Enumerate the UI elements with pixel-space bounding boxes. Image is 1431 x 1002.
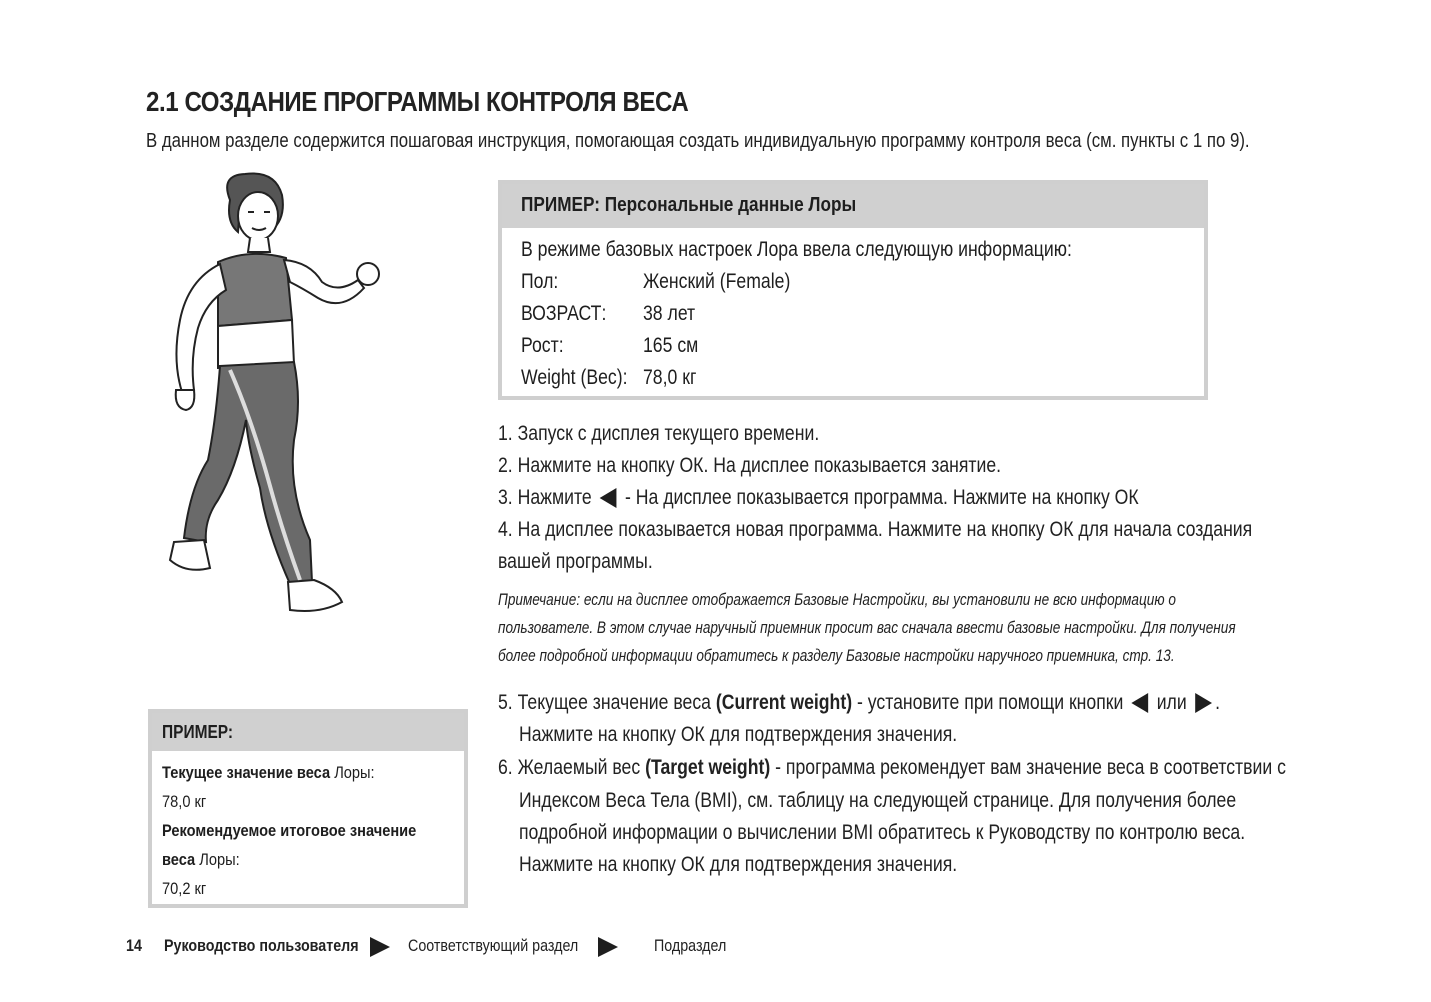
step-6-term: (Target weight) [645,756,771,779]
target-weight-label-line2: веса Лоры: [162,850,240,869]
arrow-right-icon [1195,693,1212,713]
breadcrumb-section[interactable]: Соответствующий раздел [408,936,579,955]
arrow-right-icon [370,937,390,957]
example-weight-title: ПРИМЕР: [162,722,234,742]
example-personal-data-box [498,180,1208,400]
note-line-2: пользователе. В этом случае наручный приемник просит вас сначала ввести базовые настройки. Для получения [498,618,1236,637]
step-5-or: или [1156,691,1187,714]
step-4-line2: вашей программы. [498,550,653,573]
target-weight-value: 70,2 кг [162,879,207,898]
row-label-weight: Weight (Вес): [521,366,628,389]
arrow-left-icon [1132,693,1149,713]
breadcrumb-subsection[interactable]: Подраздел [654,936,727,955]
page-number: 14 [126,936,142,955]
step-1: 1. Запуск с дисплея текущего времени. [498,422,820,445]
step-3-text-pre: 3. Нажмите [498,486,592,509]
row-value-height: 165 см [643,334,699,357]
row-label-height: Рост: [521,334,564,357]
row-value-gender: Женский (Female) [643,270,791,293]
breadcrumb-user-guide[interactable]: Руководство пользователя [164,936,359,955]
step-3-text-post: - На дисплее показывается программа. Нажмите на кнопку ОК [624,486,1139,509]
step-4-line1: 4. На дисплее показывается новая программа. Нажмите на кнопку ОК для начала создания [498,518,1253,541]
step-5-line1 [498,691,1220,715]
example-weight-box [148,709,468,908]
arrow-left-icon [600,488,617,508]
step-6-line3: подробной информации о вычислении BMI обратитесь к Руководству по контролю веса. [519,821,1246,844]
step-5-line2: Нажмите на кнопку ОК для подтверждения значения. [519,723,958,746]
current-weight-value: 78,0 кг [162,792,207,811]
step-2: 2. Нажмите на кнопку ОК. На дисплее показывается занятие. [498,454,1002,477]
note-line-1: Примечание: если на дисплее отображается Базовые Настройки, вы установили не всю информацию о [498,590,1176,609]
example-intro: В режиме базовых настроек Лора ввела следующую информацию: [521,238,1072,261]
step-5-text-mid: - установите при помощи кнопки [856,691,1124,714]
target-weight-label-line1: Рекомендуемое итоговое значение [162,821,417,840]
page-title: 2.1 СОЗДАНИЕ ПРОГРАММЫ КОНТРОЛЯ ВЕСА [146,86,689,117]
walking-woman-illustration [160,170,390,620]
row-label-gender: Пол: [521,270,559,293]
example-box-header [502,184,1204,228]
row-value-age: 38 лет [643,302,696,325]
example-weight-header [152,713,464,751]
step-6-line4: Нажмите на кнопку ОК для подтверждения значения. [519,853,958,876]
row-label-age: ВОЗРАСТ: [521,302,607,325]
step-6-line1 [498,756,1286,780]
intro-paragraph: В данном разделе содержится пошаговая инструкция, помогающая создать индивидуальную программу контроля веса (см. пункты с 1 по 9). [146,130,1250,152]
step-6-text-post: - программа рекомендует вам значение веса в соответствии с [775,756,1286,779]
example-box-title: ПРИМЕР: Персональные данные Лоры [521,194,857,216]
row-value-weight: 78,0 кг [643,366,697,389]
step-6-text-pre: 6. Желаемый вес [498,756,641,779]
step-6-line2: Индексом Веса Тела (BMI), см. таблицу на следующей странице. Для получения более [519,789,1237,812]
note-line-3: более подробной информации обратитесь к разделу Базовые настройки наручного приемника, стр. 13. [498,646,1175,665]
step-5-term: (Current weight) [715,691,853,714]
step-5-text-pre: 5. Текущее значение веса [498,691,711,714]
arrow-right-icon [598,937,618,957]
step-5-end: . [1215,691,1221,714]
step-3 [498,486,1139,510]
current-weight-label: Текущее значение веса Лоры: [162,763,375,782]
